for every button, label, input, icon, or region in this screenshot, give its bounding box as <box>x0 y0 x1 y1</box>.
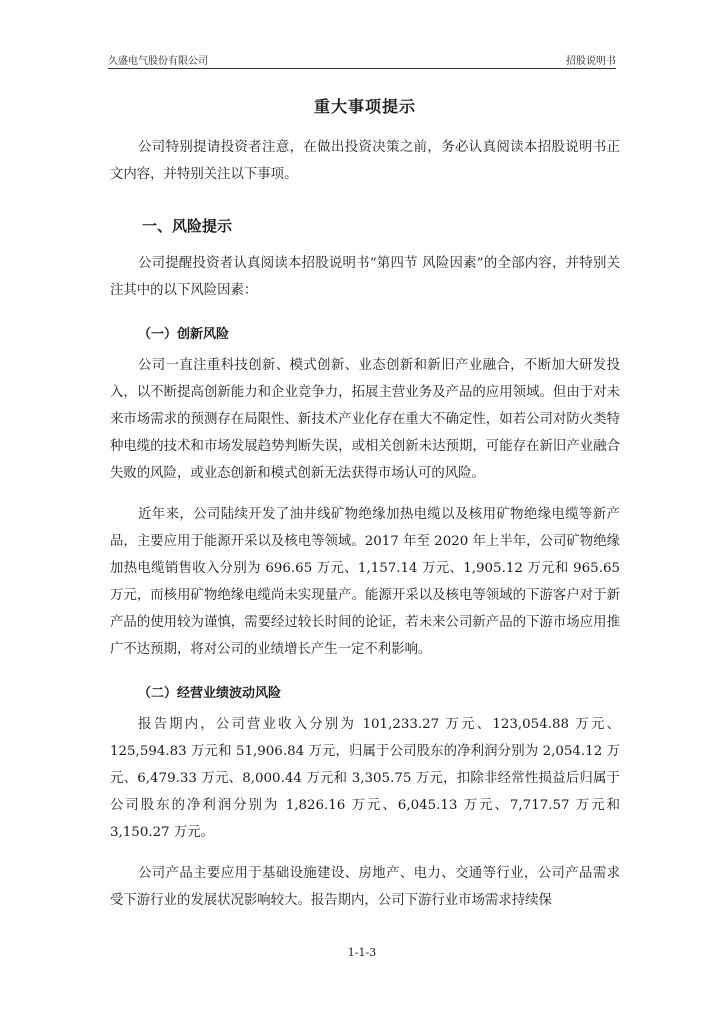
intro-paragraph: 公司特别提请投资者注意，在做出投资决策之前，务必认真阅读本招股说明书正文内容，并特别关注以下事项。 <box>110 140 620 182</box>
performance-risk-paragraph-1: 报告期内，公司营业收入分别为 101,233.27 万元、123,054.88 万元、125,594.83 万元和 51,906.84 万元，归属于公司股东的净利润分别为 2,054.12 万元、6,479.33 万元、8,000.44 万元和 3,305.75 万元，扣除非经常性损益后归属于公司股东的净利润分别为 1,826.16 万元、6,045.13 万元、7,717.57 万元和 3,150.27 万元。 <box>110 717 620 840</box>
risk-lead-paragraph: 公司提醒投资者认真阅读本招股说明书“第四节 风险因素”的全部内容，并特别关注其中的以下风险因素： <box>110 256 620 298</box>
innovation-risk-paragraph-2: 近年来，公司陆续开发了油井线矿物绝缘加热电缆以及核用矿物绝缘电缆等新产品，主要应用于能源开采以及核电等领域。2017 年至 2020 年上半年，公司矿物绝缘加热电缆销售收入分别为 696.65 万元、1,157.14 万元、1,905.12 万元和 965.65 万元，而核用矿物绝缘电缆尚未实现量产。能源开采以及核电等领域的下游客户对于新产品的使用较为谨慎，需要经过较长时间的论证，若未来公司新产品的下游市场应用推广不达预期，将对公司的业绩增长产生一定不利影响。 <box>110 507 620 657</box>
header-company-name: 久盛电气股份有限公司 <box>108 56 208 67</box>
subsection-heading-innovation-risk: （一）创新风险 <box>138 327 230 342</box>
innovation-risk-paragraph-1: 公司一直注重科技创新、模式创新、业态创新和新旧产业融合，不断加大研发投入，以不断提高创新能力和企业竞争力，拓展主营业务及产品的应用领域。但由于对未来市场需求的预测存在局限性、新技术产业化存在重大不确定性，如若公司对防火类特种电缆的技术和市场发展趋势判断失误，或相关创新未达预期，可能存在新旧产业融合失败的风险，或业态创新和模式创新无法获得市场认可的风险。 <box>110 358 620 481</box>
document-body <box>110 90 620 928</box>
page-title: 重大事项提示 <box>313 97 416 116</box>
page-number: 1-1-3 <box>347 946 377 959</box>
performance-risk-paragraph-2: 公司产品主要应用于基础设施建设、房地产、电力、交通等行业，公司产品需求受下游行业的发展状况影响较大。报告期内，公司下游行业市场需求持续保 <box>110 866 620 908</box>
section-heading-risk: 一、风险提示 <box>142 217 233 235</box>
subsection-heading-performance-risk: （二）经营业绩波动风险 <box>138 686 282 701</box>
page-header <box>108 50 616 69</box>
header-document-type: 招股说明书 <box>566 56 616 67</box>
